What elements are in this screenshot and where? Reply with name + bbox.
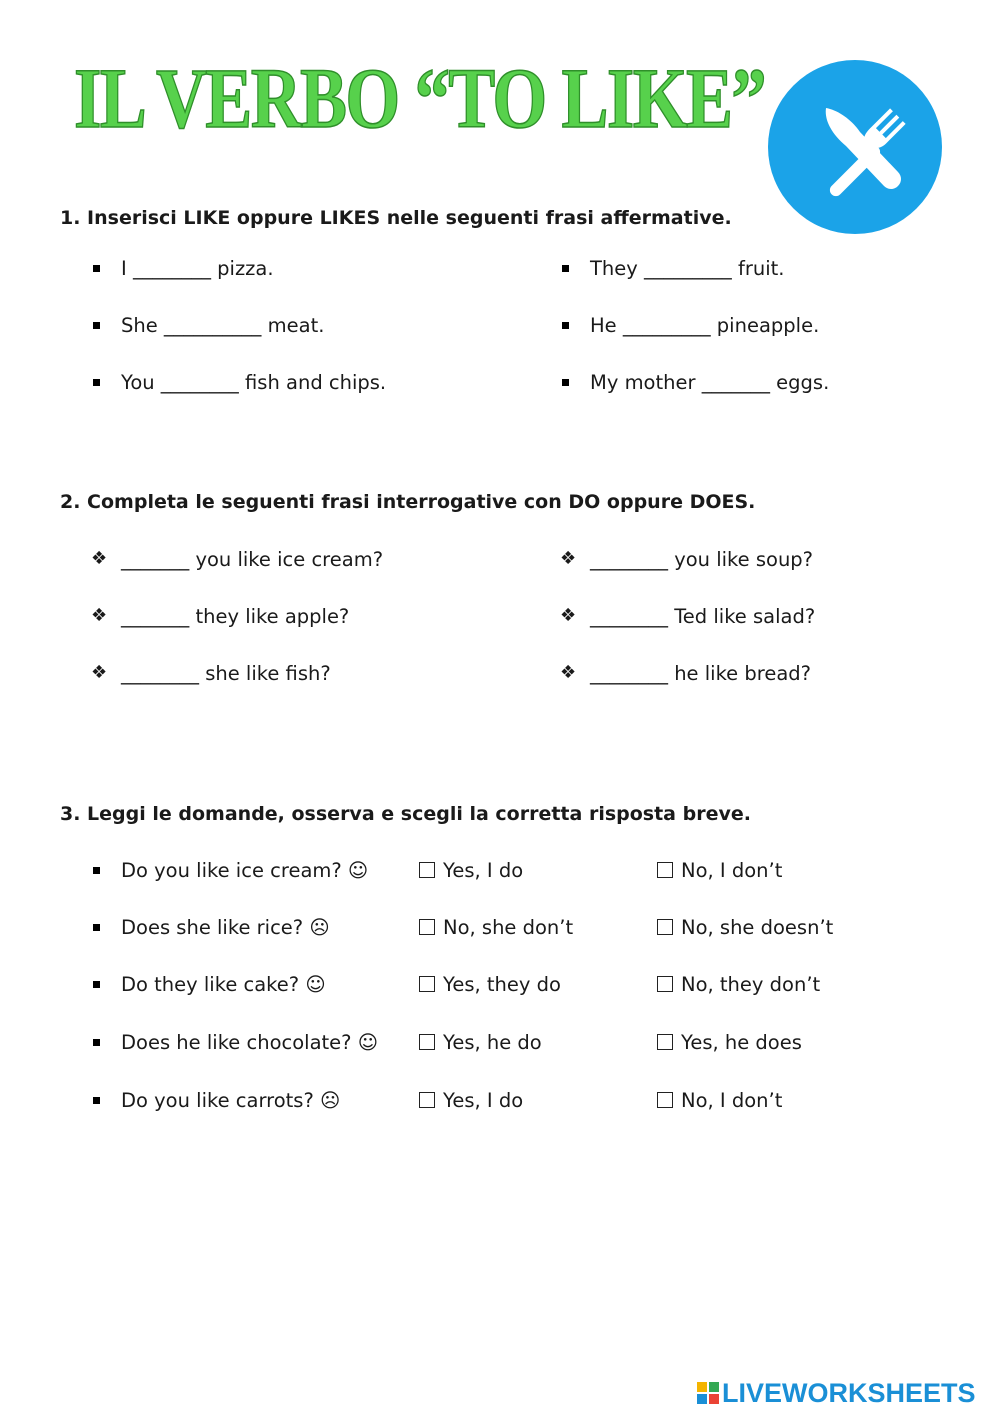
answer-option[interactable]: No, I don’t	[657, 1089, 782, 1113]
checkbox-icon[interactable]	[419, 862, 435, 878]
diamond-bullet-icon: ❖	[560, 548, 577, 569]
answer-option[interactable]: No, she don’t	[419, 916, 573, 940]
sentence-1-right-1: They _________ fruit.	[590, 257, 785, 280]
checkbox-icon[interactable]	[419, 976, 435, 992]
fork-knife-logo	[768, 60, 942, 234]
answer-option[interactable]: No, I don’t	[657, 859, 782, 883]
sentence-1-right-3: My mother _______ eggs.	[590, 371, 830, 394]
square-bullet-icon	[93, 1039, 100, 1046]
square-bullet-icon	[93, 322, 100, 329]
sentence-1-right-2: He _________ pineapple.	[590, 314, 820, 337]
checkbox-icon[interactable]	[419, 1034, 435, 1050]
answer-option[interactable]: No, she doesn’t	[657, 916, 833, 940]
square-bullet-icon	[562, 265, 569, 272]
question-3-1: Do you like ice cream? ☺	[121, 859, 369, 882]
checkbox-icon[interactable]	[419, 1092, 435, 1108]
liveworksheets-brand[interactable]	[697, 1378, 976, 1408]
answer-option[interactable]: Yes, they do	[419, 973, 561, 997]
diamond-bullet-icon: ❖	[560, 605, 577, 626]
diamond-bullet-icon: ❖	[560, 662, 577, 683]
square-bullet-icon	[562, 379, 569, 386]
square-bullet-icon	[93, 1097, 100, 1104]
question-2-left-1: _______ you like ice cream?	[121, 548, 384, 571]
question-2-left-3: ________ she like fish?	[121, 662, 331, 685]
checkbox-icon[interactable]	[657, 1092, 673, 1108]
answer-option[interactable]: No, they don’t	[657, 973, 820, 997]
square-bullet-icon	[93, 379, 100, 386]
fork-knife-icon	[768, 60, 942, 234]
sentence-1-left-2: She __________ meat.	[121, 314, 325, 337]
square-bullet-icon	[93, 867, 100, 874]
answer-option[interactable]: Yes, he does	[657, 1031, 802, 1055]
sentence-1-left-3: You ________ fish and chips.	[121, 371, 387, 394]
brand-name: LIVEWORKSHEETS	[722, 1377, 976, 1408]
section-1-heading: 1. Inserisci LIKE oppure LIKES nelle seguenti frasi affermative.	[60, 207, 732, 229]
square-bullet-icon	[93, 924, 100, 931]
answer-option[interactable]: Yes, I do	[419, 1089, 523, 1113]
section-2-heading: 2. Completa le seguenti frasi interrogative con DO oppure DOES.	[60, 491, 756, 513]
answer-option[interactable]: Yes, I do	[419, 859, 523, 883]
diamond-bullet-icon: ❖	[91, 548, 108, 569]
checkbox-icon[interactable]	[657, 1034, 673, 1050]
checkbox-icon[interactable]	[657, 976, 673, 992]
liveworksheets-logo-icon	[697, 1382, 719, 1404]
square-bullet-icon	[562, 322, 569, 329]
sentence-1-left-1: I ________ pizza.	[121, 257, 274, 280]
question-2-left-2: _______ they like apple?	[121, 605, 350, 628]
section-3-heading: 3. Leggi le domande, osserva e scegli la corretta risposta breve.	[60, 803, 751, 825]
question-2-right-2: ________ Ted like salad?	[590, 605, 816, 628]
worksheet-title: IL VERBO “TO LIKE”	[74, 50, 765, 146]
question-3-4: Does he like chocolate? ☺	[121, 1031, 379, 1054]
question-3-3: Do they like cake? ☺	[121, 973, 326, 996]
diamond-bullet-icon: ❖	[91, 605, 108, 626]
checkbox-icon[interactable]	[419, 919, 435, 935]
square-bullet-icon	[93, 265, 100, 272]
answer-option[interactable]: Yes, he do	[419, 1031, 542, 1055]
question-3-2: Does she like rice? ☹	[121, 916, 330, 939]
diamond-bullet-icon: ❖	[91, 662, 108, 683]
checkbox-icon[interactable]	[657, 862, 673, 878]
question-2-right-3: ________ he like bread?	[590, 662, 812, 685]
question-3-5: Do you like carrots? ☹	[121, 1089, 341, 1112]
question-2-right-1: ________ you like soup?	[590, 548, 814, 571]
checkbox-icon[interactable]	[657, 919, 673, 935]
square-bullet-icon	[93, 981, 100, 988]
